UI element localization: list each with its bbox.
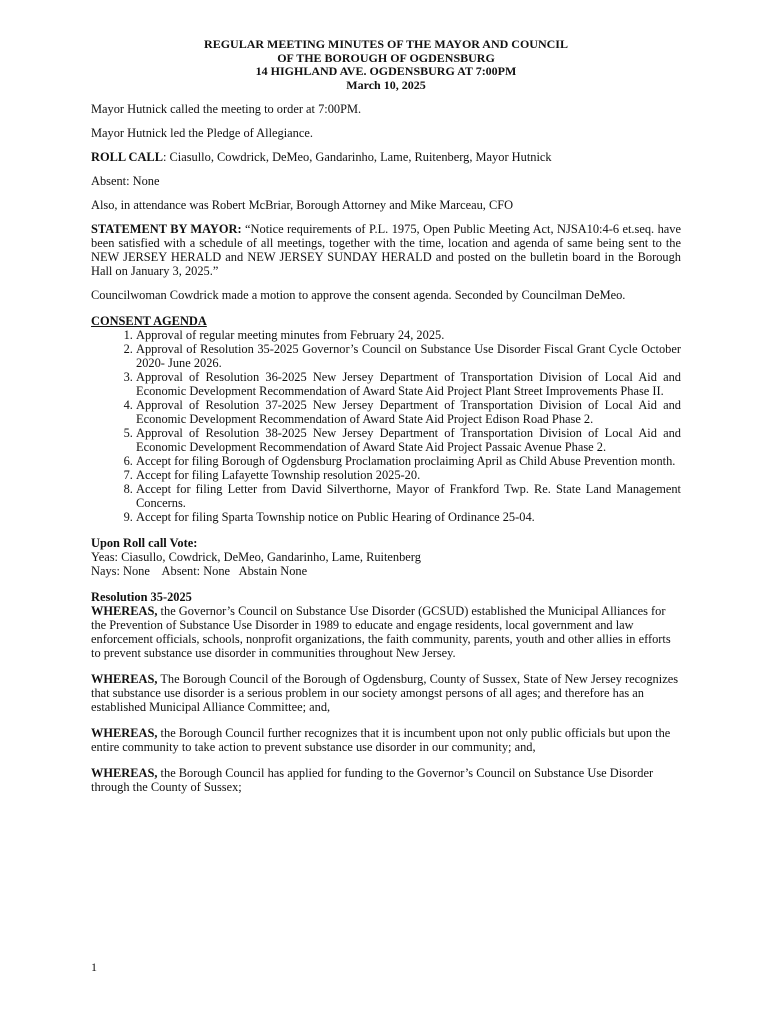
whereas-label: WHEREAS, (91, 672, 158, 686)
header-borough: OF THE BOROUGH OF OGDENSBURG (277, 50, 495, 65)
agenda-item: 7. Accept for filing Lafayette Township resolution 2025-20. (136, 468, 681, 482)
page-number: 1 (91, 960, 97, 974)
agenda-item: 9. Accept for filing Sparta Township notice on Public Hearing of Ordinance 25-04. (136, 510, 681, 524)
header-date: March 10, 2025 (346, 77, 426, 92)
absent: Absent: None (91, 174, 160, 188)
statement-label: STATEMENT BY MAYOR: (91, 222, 242, 236)
whereas-paragraph (91, 766, 681, 794)
roll-call-vote (91, 536, 681, 578)
agenda-item: 4. Approval of Resolution 37-2025 New Jersey Department of Transportation Division of Local Aid and Economic Development Recommendation of Award State Aid Project Edison Road Phase 2. (136, 398, 681, 426)
pledge: Mayor Hutnick led the Pledge of Allegiance. (91, 126, 313, 140)
whereas-text: the Governor’s Council on Substance Use Disorder (GCSUD) established the Municipal Alliances for the Prevention of Substance Use Disorder in 1989 to educate and engage residents, local government and law enforcement officials, schools, nonprofit organizations, the faith community, parents, youth and other allies in efforts to prevent substance use disorder in communities throughout New Jersey. (91, 604, 671, 660)
minutes-page (91, 38, 681, 806)
document-header (91, 38, 681, 92)
resolution-35-2025 (91, 590, 681, 794)
roll-call (91, 150, 681, 164)
statement-text: “Notice requirements of P.L. 1975, Open Public Meeting Act, NJSA10:4-6 et.seq. have been satisfied with a schedule of all meetings, together with the time, location and agenda of same being sent to the NEW JERSEY HERALD and NEW JERSEY SUNDAY HERALD and posted on the bulletin board in the Borough Hall on January 3, 2025.” (91, 222, 681, 278)
whereas-text: The Borough Council of the Borough of Ogdensburg, County of Sussex, State of New Jersey recognizes that substance use disorder is a serious problem in our society amongst persons of all ages; and therefore has an established Municipal Alliance Committee; and, (91, 672, 679, 714)
whereas-paragraph (91, 672, 681, 714)
whereas-paragraph (91, 604, 681, 660)
roll-call-names: : Ciasullo, Cowdrick, DeMeo, Gandarinho, Lame, Ruitenberg, Mayor Hutnick (162, 150, 552, 164)
whereas-label: WHEREAS, (91, 604, 158, 618)
consent-motion: Councilwoman Cowdrick made a motion to approve the consent agenda. Seconded by Councilman DeMeo. (91, 288, 626, 302)
whereas-label: WHEREAS, (91, 766, 158, 780)
agenda-item: 8. Accept for filing Letter from David Silverthorne, Mayor of Frankford Twp. Re. State Land Management Concerns. (136, 482, 681, 510)
whereas-label: WHEREAS, (91, 726, 158, 740)
roll-call-label: ROLL CALL (91, 150, 163, 164)
vote-nays: Nays: None Absent: None Abstain None (91, 564, 308, 578)
agenda-item: 5. Approval of Resolution 38-2025 New Jersey Department of Transportation Division of Local Aid and Economic Development Recommendation of Award State Aid Project Passaic Avenue Phase 2. (136, 426, 681, 454)
agenda-item: 2. Approval of Resolution 35-2025 Governor’s Council on Substance Use Disorder Fiscal Grant Cycle October 2020- June 2026. (136, 342, 681, 370)
vote-yeas: Yeas: Ciasullo, Cowdrick, DeMeo, Gandarinho, Lame, Ruitenberg (91, 550, 421, 564)
header-address: 14 HIGHLAND AVE. OGDENSBURG AT 7:00PM (255, 64, 517, 78)
whereas-text: the Borough Council has applied for funding to the Governor’s Council on Substance Use Disorder through the County of Sussex; (91, 766, 654, 794)
whereas-text: the Borough Council further recognizes that it is incumbent upon not only public officials but upon the entire community to take action to prevent substance use disorder in our community; and, (91, 726, 671, 754)
vote-title: Upon Roll call Vote: (91, 536, 198, 550)
attendance: Also, in attendance was Robert McBriar, Borough Attorney and Mike Marceau, CFO (91, 198, 514, 212)
agenda-item: 1. Approval of regular meeting minutes from February 24, 2025. (136, 328, 681, 342)
resolution-title: Resolution 35-2025 (91, 590, 192, 604)
mayor-statement (91, 222, 681, 278)
agenda-item: 3. Approval of Resolution 36-2025 New Jersey Department of Transportation Division of Local Aid and Economic Development Recommendation of Award State Aid Project Plant Street Improvements Phase II. (136, 370, 681, 398)
agenda-item: 6. Accept for filing Borough of Ogdensburg Proclamation proclaiming April as Child Abuse Prevention month. (136, 454, 681, 468)
consent-agenda-title: CONSENT AGENDA (91, 314, 207, 328)
whereas-paragraph (91, 726, 681, 754)
consent-agenda-list (91, 328, 681, 524)
call-to-order: Mayor Hutnick called the meeting to order at 7:00PM. (91, 102, 362, 116)
header-title: REGULAR MEETING MINUTES OF THE MAYOR AND COUNCIL (204, 37, 568, 51)
